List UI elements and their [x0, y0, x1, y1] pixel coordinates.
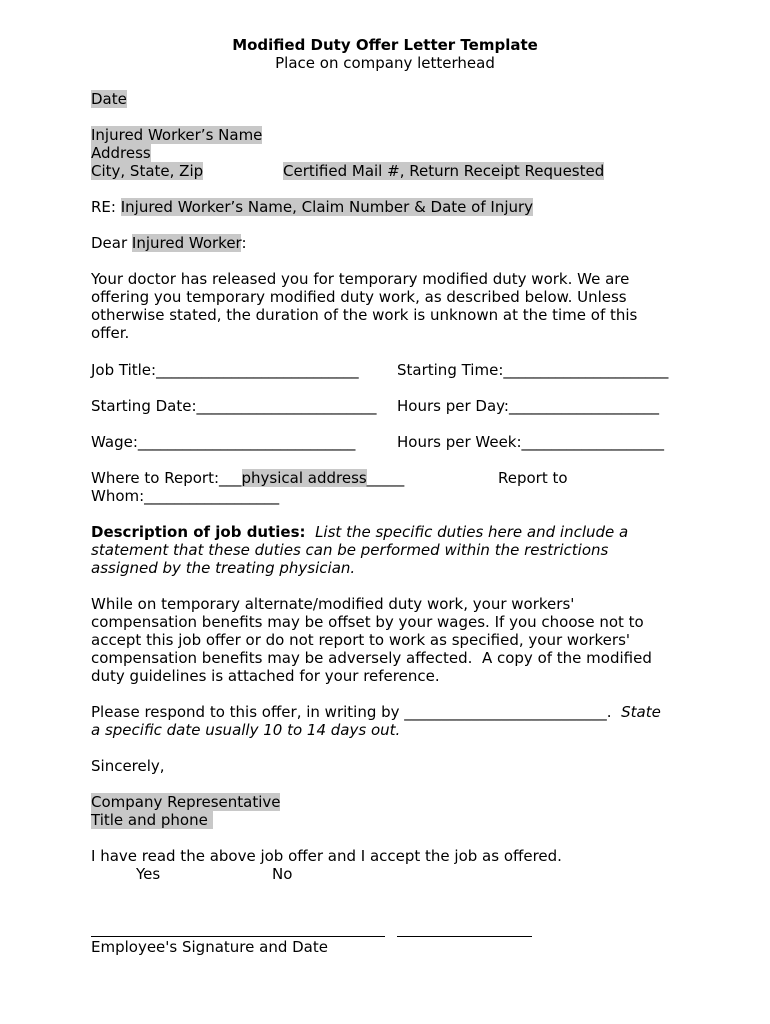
recipient-name: Injured Worker’s Name	[91, 126, 263, 144]
report-to-label: Report to	[498, 469, 568, 487]
benefits-line: accept this job offer or do not report to work as specified, your workers'	[91, 631, 631, 649]
signature-label: Employee's Signature and Date	[91, 938, 328, 956]
certified-mail-note: Certified Mail #, Return Receipt Requested	[283, 162, 605, 180]
hours-per-day-field: Hours per Day:____________________	[397, 397, 659, 415]
recipient-address: Address	[91, 144, 151, 162]
re-label: RE:	[91, 198, 121, 216]
no-label: No	[272, 865, 293, 883]
starting-date-field: Starting Date:________________________	[91, 397, 377, 415]
date-signature-line	[397, 936, 532, 937]
date-line	[91, 90, 127, 108]
report-prefix: Where to Report:___	[91, 469, 242, 487]
recipient-city-line	[91, 162, 203, 180]
where-to-report-field	[91, 469, 404, 487]
document-subtitle: Place on company letterhead	[275, 54, 495, 72]
representative-title: Title and phone	[91, 811, 213, 829]
rep-line	[91, 793, 280, 811]
intro-line: offer.	[91, 324, 130, 342]
intro-line: offering you temporary modified duty work, as described below. Unless	[91, 288, 627, 306]
wage-field: Wage:_____________________________	[91, 433, 356, 451]
rep-title-line	[91, 811, 213, 829]
respond-note: a specific date usually 10 to 14 days out.	[91, 721, 401, 739]
duties-text: assigned by the treating physician.	[91, 559, 356, 577]
respond-line	[91, 703, 661, 721]
closing-sincerely: Sincerely,	[91, 757, 165, 775]
benefits-line: compensation benefits may be offset by your wages. If you choose not to	[91, 613, 644, 631]
report-suffix: _____	[366, 469, 405, 487]
respond-text: Please respond to this offer, in writing by ___________________________.	[91, 703, 612, 721]
mail-note-line	[283, 162, 604, 180]
yes-label: Yes	[136, 865, 161, 883]
benefits-line: While on temporary alternate/modified duty work, your workers'	[91, 595, 575, 613]
job-title-field: Job Title:___________________________	[91, 361, 359, 379]
duties-text: statement that these duties can be performed within the restrictions	[91, 541, 609, 559]
intro-line: otherwise stated, the duration of the work is unknown at the time of this	[91, 306, 638, 324]
salutation	[91, 234, 247, 252]
duties-line	[91, 523, 628, 541]
report-whom-field: Whom:__________________	[91, 487, 280, 505]
report-address-placeholder: physical address	[241, 469, 367, 487]
salutation-name: Injured Worker	[131, 234, 242, 252]
acceptance-statement: I have read the above job offer and I accept the job as offered.	[91, 847, 562, 865]
respond-note: State	[621, 703, 661, 721]
company-representative: Company Representative	[91, 793, 281, 811]
salutation-prefix: Dear	[91, 234, 132, 252]
recipient-name-line	[91, 126, 262, 144]
duties-text: List the specific duties here and include a	[315, 523, 629, 541]
recipient-city: City, State, Zip	[91, 162, 204, 180]
starting-time-field: Starting Time:______________________	[397, 361, 669, 379]
recipient-address-line	[91, 144, 151, 162]
benefits-line: duty guidelines is attached for your reference.	[91, 667, 440, 685]
benefits-line: compensation benefits may be adversely affected. A copy of the modified	[91, 649, 652, 667]
hours-per-week-field: Hours per Week:___________________	[397, 433, 665, 451]
signature-line	[91, 936, 385, 937]
re-value: Injured Worker’s Name, Claim Number & Date of Injury	[120, 198, 534, 216]
document-title: Modified Duty Offer Letter Template	[232, 36, 538, 54]
duties-heading: Description of job duties:	[91, 523, 306, 541]
date-placeholder: Date	[91, 90, 127, 108]
intro-line: Your doctor has released you for temporary modified duty work. We are	[91, 270, 630, 288]
salutation-suffix: :	[241, 234, 247, 252]
re-line	[91, 198, 533, 216]
